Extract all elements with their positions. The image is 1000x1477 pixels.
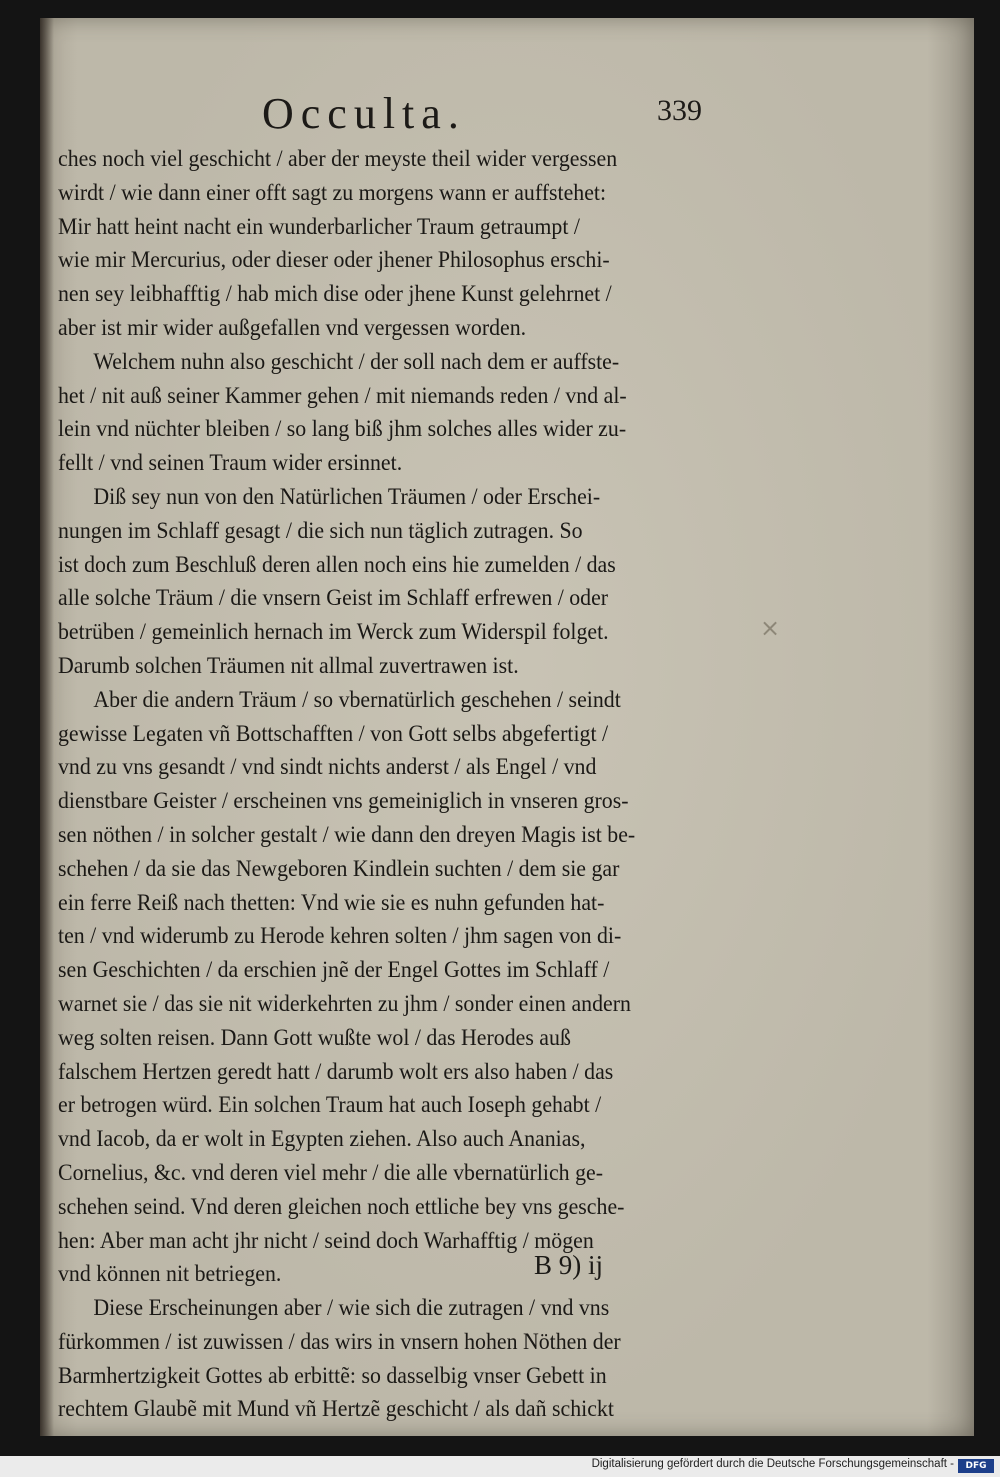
body-text xyxy=(58,143,738,1427)
text-line: falschem Hertzen geredt hatt / darumb wolt ers also haben / das xyxy=(58,1058,614,1085)
text-line: nungen im Schlaff gesagt / die sich nun täglich zutragen. So xyxy=(58,517,583,544)
paper-mark: × xyxy=(760,614,781,642)
running-title: Occulta. xyxy=(262,89,466,138)
text-line: Aber die andern Träum / so vbernatürlich geschehen / seindt xyxy=(93,686,621,713)
footer-bar xyxy=(0,1456,1000,1477)
text-line: Cornelius, &c. vnd deren viel mehr / die alle vbernatürlich ge- xyxy=(58,1159,603,1186)
dfg-logo[interactable]: DFG xyxy=(958,1459,994,1473)
page-header xyxy=(262,86,702,140)
signature-mark: B 9) ij xyxy=(534,1250,604,1280)
text-line: Diese Erscheinungen aber / wie sich die zutragen / vnd vns xyxy=(93,1295,610,1322)
text-line: warnet sie / das sie nit widerkehrten zu jhm / sonder einen andern xyxy=(58,990,631,1017)
text-line: wirdt / wie dann einer offt sagt zu morgens wann er auffstehet: xyxy=(58,179,607,206)
text-line: wie mir Mercurius, oder dieser oder jhener Philosophus erschi- xyxy=(58,247,610,274)
text-line: ein ferre Reiß nach thetten: Vnd wie sie es nuhn gefunden hat- xyxy=(58,889,605,916)
text-line: gewisse Legaten vñ Bottschafften / von Gott selbs abgefertigt / xyxy=(58,720,609,747)
text-line: Barmhertzigkeit Gottes ab erbittẽ: so dasselbig vnser Gebett in xyxy=(58,1362,607,1389)
text-line: rechtem Glaubẽ mit Mund vñ Hertzẽ geschicht / als dañ schickt xyxy=(58,1396,614,1423)
text-line: schehen / da sie das Newgeboren Kindlein suchten / dem sie gar xyxy=(58,855,620,882)
text-line: hen: Aber man acht jhr nicht / seind doch Warhafftig / mögen xyxy=(58,1227,594,1254)
text-line: sen nöthen / in solcher gestalt / wie dann den dreyen Magis ist be- xyxy=(58,821,636,848)
text-line: aber ist mir wider außgefallen vnd vergessen worden. xyxy=(58,314,527,341)
page-spine-shadow xyxy=(40,18,54,1436)
text-line: het / nit auß seiner Kammer gehen / mit niemands reden / vnd al- xyxy=(58,382,627,409)
text-line: vnd Iacob, da er wolt in Egypten ziehen. Also auch Ananias, xyxy=(58,1126,586,1153)
text-line: weg solten reisen. Dann Gott wußte wol / das Herodes auß xyxy=(58,1024,571,1051)
text-line: fellt / vnd seinen Traum wider ersinnet. xyxy=(58,450,403,477)
text-line: ten / vnd widerumb zu Herode kehren solten / jhm sagen von di- xyxy=(58,923,622,950)
text-line: betrüben / gemeinlich hernach im Werck zum Widerspil folget. xyxy=(58,619,609,646)
text-line: ches noch viel geschicht / aber der meyste theil wider vergessen xyxy=(58,146,618,172)
text-line: alle solche Träum / die vnsern Geist im Schlaff erfrewen / oder xyxy=(58,585,609,612)
funding-credit: Digitalisierung gefördert durch die Deutsche Forschungsgemeinschaft - xyxy=(591,1458,954,1470)
text-line: vnd können nit betriegen. xyxy=(58,1261,282,1288)
text-line: Darumb solchen Träumen nit allmal zuvertrawen ist. xyxy=(58,652,519,679)
page-number: 339 xyxy=(657,94,702,127)
text-line: Welchem nuhn also geschicht / der soll nach dem er auffste- xyxy=(93,348,620,375)
book-page xyxy=(40,18,974,1436)
text-line: ist doch zum Beschluß deren allen noch eins hie zumelden / das xyxy=(58,551,616,578)
text-line: fürkommen / ist zuwissen / das wirs in vnsern hohen Nöthen der xyxy=(58,1328,621,1355)
text-line: lein vnd nüchter bleiben / so lang biß jhm solches alles wider zu- xyxy=(58,416,627,443)
text-line: sen Geschichten / da erschien jnẽ der Engel Gottes im Schlaff / xyxy=(58,957,610,984)
text-line: vnd zu vns gesandt / vnd sindt nichts anderst / als Engel / vnd xyxy=(58,754,597,781)
text-line: dienstbare Geister / erscheinen vns gemeiniglich in vnseren gros- xyxy=(58,788,629,815)
text-line: schehen seind. Vnd deren gleichen noch ettliche bey vns gesche- xyxy=(58,1193,625,1220)
text-line: er betrogen würd. Ein solchen Traum hat auch Ioseph gehabt / xyxy=(58,1092,602,1119)
text-line: nen sey leibhafftig / hab mich dise oder jhene Kunst gelehrnet / xyxy=(58,281,612,308)
text-line: Mir hatt heint nacht ein wunderbarlicher Traum getraumpt / xyxy=(58,213,580,240)
text-line: Diß sey nun von den Natürlichen Träumen / oder Erschei- xyxy=(93,483,601,510)
